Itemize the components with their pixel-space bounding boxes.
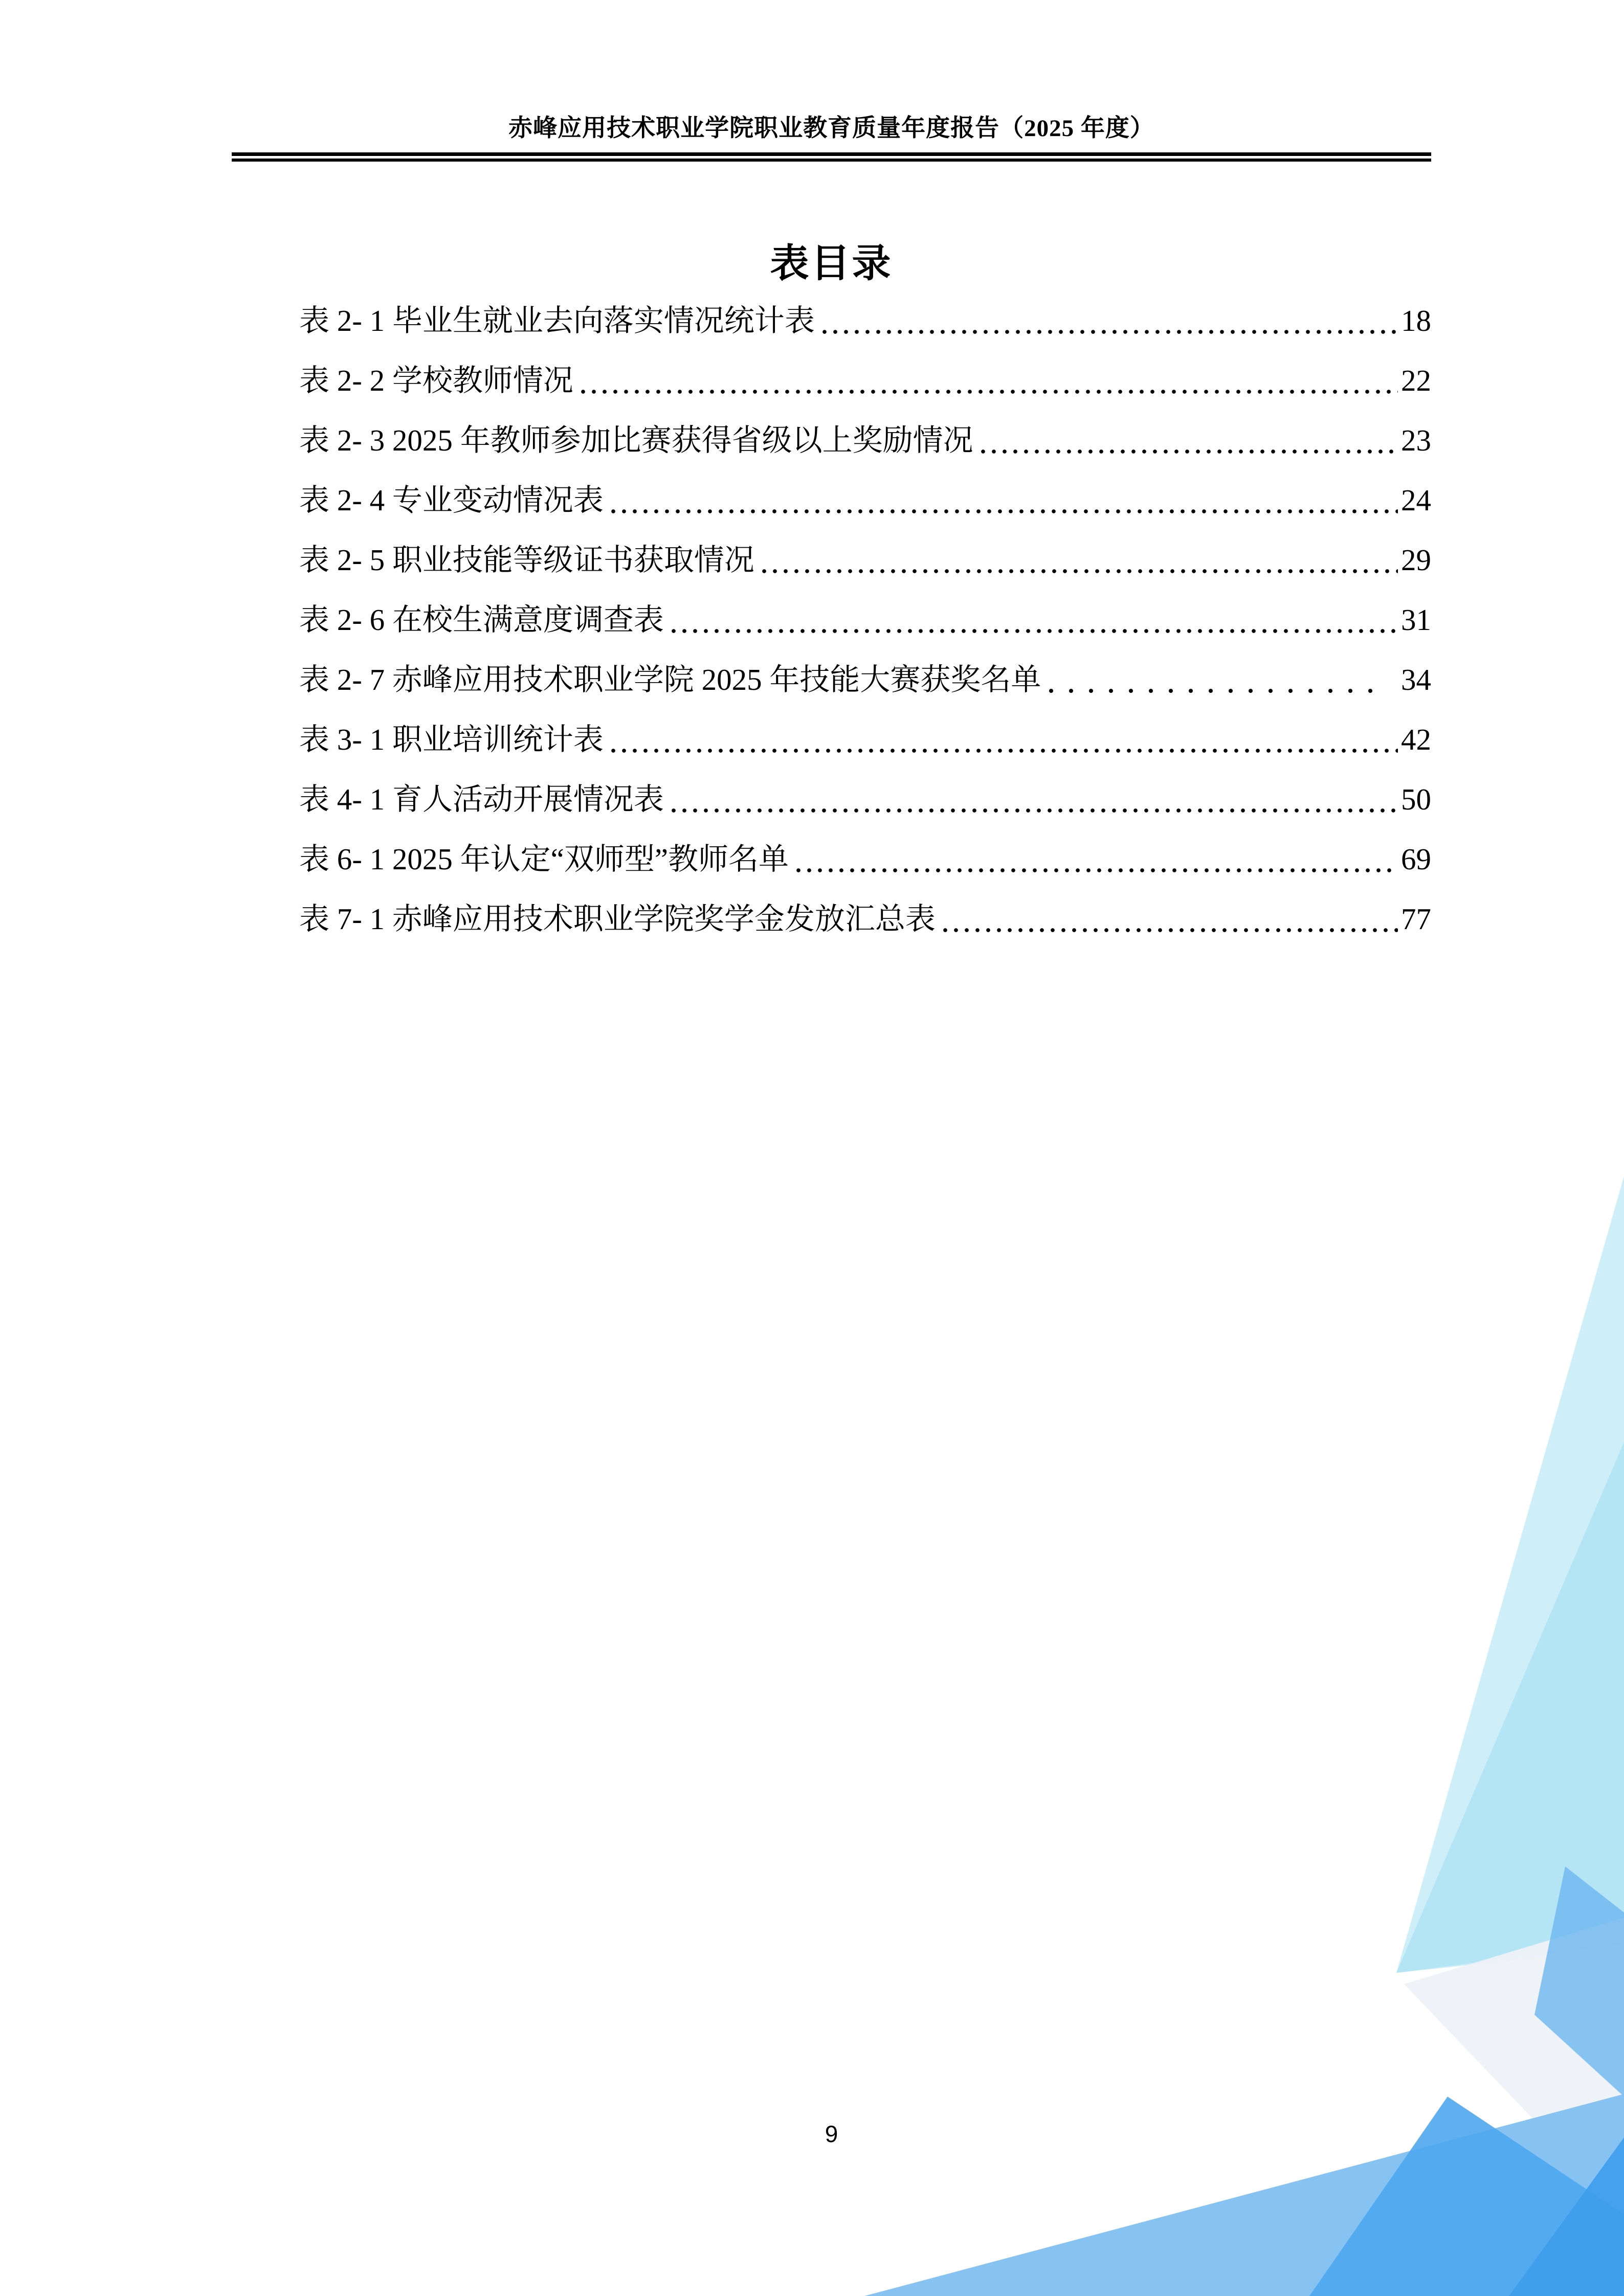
dot-leader (611, 508, 1398, 514)
toc-entry-label: 表 2- 2 学校教师情况 (299, 364, 573, 397)
toc-entry-page: 22 (1401, 364, 1431, 397)
toc-entry[interactable] (232, 346, 1431, 406)
dot-leader (943, 927, 1398, 933)
dot-leader (671, 628, 1398, 634)
toc-entry-page: 23 (1401, 423, 1431, 457)
dot-leader (822, 329, 1398, 335)
toc-entry-page: 77 (1401, 902, 1431, 936)
dot-leader (796, 867, 1398, 873)
toc-entry-label: 表 2- 1 毕业生就业去向落实情况统计表 (299, 304, 815, 337)
footer-page-number: 9 (825, 2121, 838, 2147)
toc-entry-label: 表 2- 7 赤峰应用技术职业学院 2025 年技能大赛获奖名单 (299, 663, 1041, 696)
toc-entry-page: 42 (1401, 723, 1431, 756)
toc-entry-page: 34 (1401, 663, 1431, 696)
toc-entry-label: 表 2- 5 职业技能等级证书获取情况 (299, 543, 754, 577)
header-rule-top (232, 152, 1431, 156)
dot-leader (611, 748, 1398, 754)
dot-leader (1048, 688, 1388, 694)
toc-entry[interactable] (232, 885, 1431, 944)
toc-entry[interactable] (232, 406, 1431, 466)
toc-list (232, 286, 1431, 944)
toc-entry-page: 31 (1401, 603, 1431, 637)
dot-leader (762, 568, 1398, 574)
header-rule-bottom (232, 159, 1431, 162)
toc-entry-page: 69 (1401, 842, 1431, 876)
page-header (232, 0, 1431, 169)
toc-entry[interactable] (232, 586, 1431, 645)
toc-entry-page: 18 (1401, 304, 1431, 337)
toc-entry-page: 50 (1401, 782, 1431, 816)
toc-entry-label: 表 2- 3 2025 年教师参加比赛获得省级以上奖励情况 (299, 423, 973, 457)
toc-entry-page: 29 (1401, 543, 1431, 577)
toc-entry[interactable] (232, 466, 1431, 526)
toc-entry-label: 表 4- 1 育人活动开展情况表 (299, 782, 664, 816)
dot-leader (981, 448, 1398, 455)
decorative-triangle-gray (1404, 1918, 1624, 2214)
toc-entry-label: 表 7- 1 赤峰应用技术职业学院奖学金发放汇总表 (299, 902, 936, 936)
header-title: 赤峰应用技术职业学院职业教育质量年度报告（2025 年度） (508, 115, 1154, 142)
toc-entry-label: 表 2- 4 专业变动情况表 (299, 483, 604, 517)
decorative-triangle-cyan-mid (1396, 1442, 1624, 1973)
toc-entry[interactable] (232, 645, 1431, 705)
toc-entry[interactable] (232, 705, 1431, 765)
toc-entry-label: 表 3- 1 职业培训统计表 (299, 723, 604, 756)
toc-entry[interactable] (232, 765, 1431, 825)
dot-leader (671, 807, 1398, 814)
toc-entry[interactable] (232, 526, 1431, 586)
decorative-triangle-cyan-light (1396, 1176, 1624, 1973)
toc-title: 表目录 (770, 242, 893, 285)
toc-entry[interactable] (232, 286, 1431, 346)
toc-entry[interactable] (232, 825, 1431, 885)
decorative-triangle-blue-deep (1509, 2137, 1624, 2296)
decorative-triangle-blue-sliver (1534, 1866, 1624, 2097)
toc-entry-label: 表 2- 6 在校生满意度调查表 (299, 603, 664, 637)
toc-entry-label: 表 6- 1 2025 年认定“双师型”教师名单 (299, 842, 789, 876)
toc-entry-page: 24 (1401, 483, 1431, 517)
dot-leader (581, 389, 1398, 395)
